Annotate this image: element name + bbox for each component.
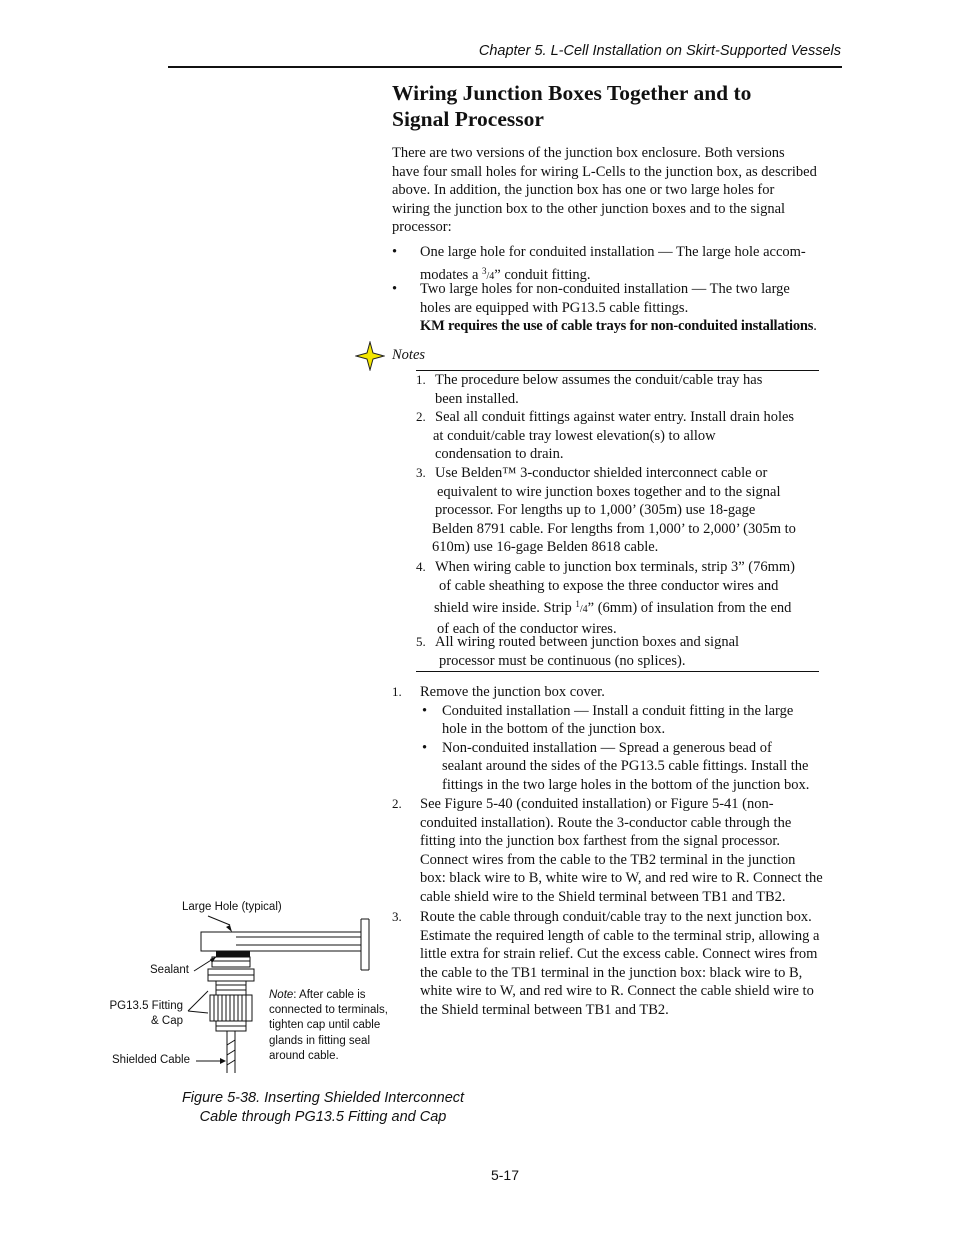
note-number: 3.: [416, 465, 426, 480]
step-text: Route the cable through conduit/cable tray to the next junction box.: [420, 909, 812, 925]
step-text: hole in the bottom of the junction box.: [442, 721, 666, 738]
step-3: [392, 908, 850, 1020]
leader-line: [188, 1011, 208, 1013]
figure-caption: Figure 5-38. Inserting Shielded Interconnect Cable through PG13.5 Fitting and Cap: [181, 1090, 465, 1125]
leader-arrow: [220, 1058, 226, 1064]
section-title: [392, 80, 832, 132]
step-1-sub-conduited: [422, 702, 850, 739]
note-number: 5.: [416, 634, 426, 649]
step-text: fittings in the two large holes in the bottom of the junction box.: [442, 776, 810, 793]
note-line: of cable sheathing to expose the three conductor wires and: [439, 577, 779, 594]
leader-arrow: [226, 925, 232, 932]
note-line: 610m) use 16-gage Belden 8618 cable.: [432, 539, 659, 556]
section-title-line-1: Wiring Junction Boxes Together and to: [392, 81, 752, 105]
step-text: Conduited installation — Install a conduit fitting in the large: [442, 702, 794, 719]
step-text: little extra for strain relief. Cut the excess cable. Connect wires from: [420, 946, 818, 963]
note-line: equivalent to wire junction boxes together and to the signal: [437, 483, 781, 500]
bullet-bold-note: KM requires the use of cable trays for non-conduited installations.: [420, 318, 817, 335]
leader-line: [208, 916, 230, 925]
bullet-dot-icon: •: [392, 281, 398, 297]
label-shielded-cable: Shielded Cable: [112, 1054, 191, 1066]
running-header: Chapter 5. L-Cell Installation on Skirt-Supported Vessels: [478, 43, 841, 59]
step-text: white wire to W, and red wire to R. Connect the cable shield wire to: [420, 983, 814, 1000]
note-line: condensation to drain.: [435, 446, 564, 463]
step-text: box: black wire to B, white wire to W, and red wire to R. Connect the: [420, 870, 823, 887]
figure-note: Note: After cable is connected to terminals, tighten cap until cable glands in fitting seal around cable.: [269, 989, 388, 1062]
step-text: cable shield wire to the Shield terminal between TB1 and TB2.: [420, 888, 786, 905]
note-line: of each of the conductor wires.: [437, 620, 617, 637]
notes-star-icon: [355, 341, 385, 371]
step-text: Estimate the required length of cable to the terminal strip, allowing a: [420, 927, 820, 944]
intro-paragraph: [392, 144, 844, 237]
label-sealant: Sealant: [150, 964, 190, 976]
step-number: 3.: [392, 909, 402, 924]
bullet-text: modates a $^3$/4” conduit fitting.: [420, 265, 591, 283]
bullet-dot-icon: •: [422, 702, 428, 719]
intro-line: processor:: [392, 219, 452, 236]
step-text: conduited installation). Route the 3-conductor cable through the: [420, 814, 792, 831]
note-item-5: [416, 633, 740, 670]
bullet-dot-icon: •: [422, 739, 428, 756]
step-text: See Figure 5-40 (conduited installation) or Figure 5-41 (non-: [420, 796, 774, 812]
section-title-line-2: Signal Processor: [392, 107, 544, 131]
step-text: the cable to the TB1 terminal in the junction box: black wire to B,: [420, 964, 803, 981]
note-number: 2.: [416, 409, 426, 424]
label-large-hole: Large Hole (typical): [182, 901, 282, 913]
note-line: Seal all conduit fittings against water entry. Install drain holes: [435, 409, 795, 425]
note-item-2: [416, 408, 795, 464]
notes-label: Notes: [392, 347, 426, 363]
step-text: Remove the junction box cover.: [420, 684, 605, 700]
step-1-sub-non-conduited: [422, 739, 850, 795]
note-line: shield wire inside. Strip $^1$/4” (6mm) of insulation from the end: [434, 599, 792, 617]
bullet-dot-icon: •: [392, 244, 398, 260]
bullet-item-non-conduited: [392, 280, 852, 336]
bullet-text: Two large holes for non-conduited installation — The two large: [420, 281, 790, 297]
note-line: at conduit/cable tray lowest elevation(s) to allow: [433, 427, 716, 444]
pg-fitting: [208, 957, 254, 1031]
step-2: [392, 795, 850, 907]
leader-line: [188, 991, 208, 1011]
note-item-4: [416, 558, 796, 638]
step-text: Non-conduited installation — Spread a generous bead of: [442, 739, 772, 756]
intro-line: There are two versions of the junction box enclosure. Both versions: [392, 145, 785, 161]
note-line: processor must be continuous (no splices).: [439, 652, 686, 669]
shielded-cable: [227, 1031, 235, 1073]
intro-line: have four small holes for wiring L-Cells to the junction box, as described: [392, 163, 817, 180]
step-text: fitting into the junction box farthest from the signal processor.: [420, 833, 781, 850]
note-number: 4.: [416, 559, 426, 574]
step-text: sealant around the sides of the PG13.5 cable fittings. Install the: [442, 758, 809, 775]
step-text: Connect wires from the cable to the TB2 terminal in the junction: [420, 851, 796, 868]
bullet-text: holes are equipped with PG13.5 cable fittings.: [420, 299, 689, 316]
note-line: processor. For lengths up to 1,000’ (305m) use 18-gage: [435, 502, 756, 519]
note-line: When wiring cable to junction box terminals, strip 3” (76mm): [435, 559, 796, 575]
bullet-text: One large hole for conduited installation — The large hole accom-: [420, 244, 806, 260]
note-item-1: [416, 371, 763, 408]
note-line: been installed.: [435, 390, 519, 407]
note-line: All wiring routed between junction boxes and signal: [435, 634, 740, 650]
intro-line: above. In addition, the junction box has one or two large holes for: [392, 182, 775, 199]
header-rule: [168, 66, 842, 68]
note-line: The procedure below assumes the conduit/cable tray has: [435, 372, 763, 388]
page-number: 5-17: [490, 1167, 520, 1183]
step-1: [392, 683, 850, 795]
note-line: Belden 8791 cable. For lengths from 1,000’ to 2,000’ (305m to: [432, 520, 796, 537]
step-text: the Shield terminal between TB1 and TB2.: [420, 1001, 669, 1018]
sealant-band: [216, 951, 250, 957]
intro-line: wiring the junction box to the other junction boxes and to the signal: [392, 200, 786, 217]
note-number: 1.: [416, 372, 426, 387]
note-line: Use Belden™ 3-conductor shielded interconnect cable or: [435, 465, 768, 481]
note-item-3: [416, 464, 796, 557]
step-number: 2.: [392, 796, 402, 811]
label-pg-fitting: PG13.5 Fitting & Cap: [109, 1000, 183, 1027]
notes-bottom-rule: [416, 671, 819, 672]
step-number: 1.: [392, 684, 402, 699]
